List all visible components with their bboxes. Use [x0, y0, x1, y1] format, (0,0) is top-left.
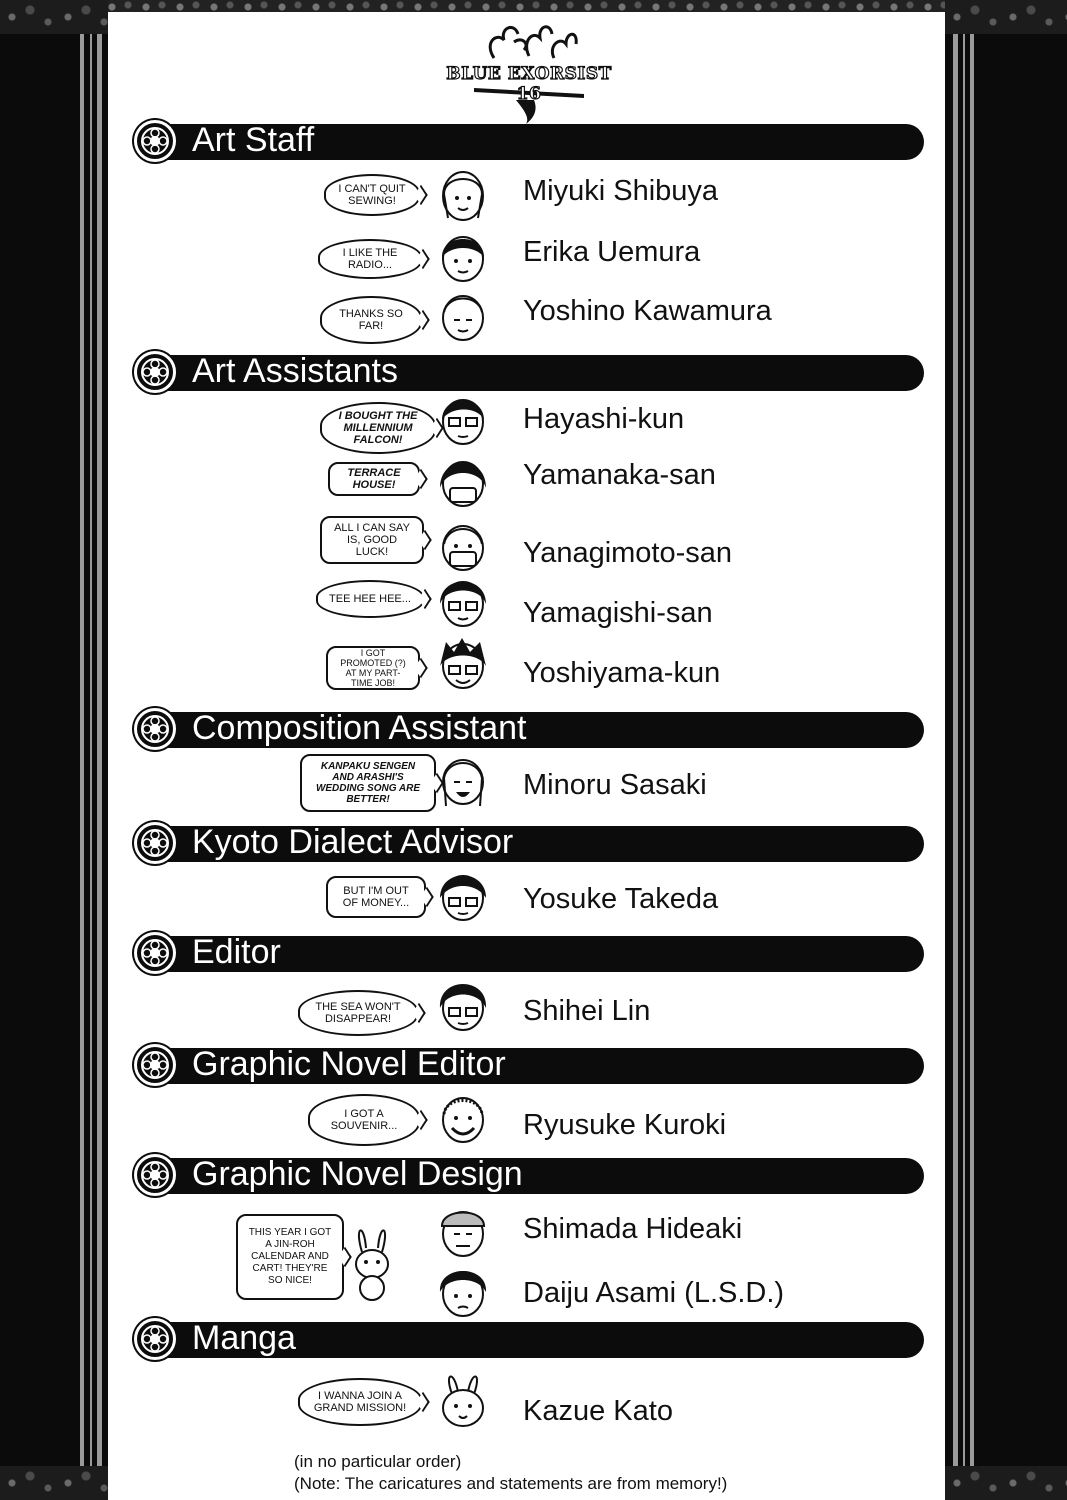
section-art-staff: [134, 120, 924, 160]
caricature-icon: [434, 518, 492, 576]
flower-crest-icon: [134, 1318, 176, 1360]
staff-name: Kazue Kato: [523, 1395, 673, 1427]
staff-name: Shimada Hideaki: [523, 1213, 743, 1245]
section-editor: [134, 932, 924, 972]
right-frame: [945, 0, 1067, 1500]
flower-crest-icon: [134, 1154, 176, 1196]
caricature-icon: [434, 229, 492, 287]
logo: [434, 18, 624, 126]
caricature-icon: [434, 636, 492, 694]
credit-row: [308, 162, 908, 222]
section-title: Art Staff: [192, 121, 315, 159]
caricature-icon: [434, 752, 492, 810]
staff-name: Shihei Lin: [523, 995, 651, 1027]
speech-bubble: I GOT PROMOTED (?) AT MY PART-TIME JOB!: [326, 646, 420, 690]
speech-bubble: I GOT A SOUVENIR...: [308, 1094, 420, 1146]
speech-bubble: TERRACE HOUSE!: [328, 462, 420, 496]
credit-row: [308, 225, 908, 285]
caricature-icon: [434, 392, 492, 450]
flower-crest-icon: [134, 351, 176, 393]
staff-name: Ryusuke Kuroki: [523, 1109, 727, 1141]
caricature-icon: [434, 1262, 492, 1320]
rabbit-mascot-icon: [434, 1372, 492, 1430]
logo-title: BLUE EXORSIST 16: [446, 64, 612, 104]
flower-crest-icon: [134, 822, 176, 864]
order-note: (in no particular order): [294, 1452, 462, 1471]
memory-note: (Note: The caricatures and statements are from memory!): [294, 1474, 728, 1493]
speech-bubble: ALL I CAN SAY IS, GOOD LUCK!: [320, 516, 424, 564]
credit-row: [308, 1090, 908, 1150]
speech-bubble: I CAN'T QUIT SEWING!: [324, 174, 420, 216]
credit-row: [308, 452, 908, 512]
staff-name: Yamagishi-san: [523, 597, 713, 629]
section-title: Composition Assistant: [192, 709, 527, 747]
speech-bubble: I BOUGHT THE MILLENNIUM FALCON!: [320, 402, 436, 454]
section-title: Art Assistants: [192, 352, 398, 390]
section-title: Graphic Novel Editor: [192, 1045, 506, 1083]
staff-name: Erika Uemura: [523, 236, 701, 268]
flower-crest-icon: [134, 1044, 176, 1086]
staff-name: Miyuki Shibuya: [523, 175, 719, 207]
credit-row: [308, 866, 908, 926]
left-frame: [0, 0, 108, 1500]
section-title: Editor: [192, 933, 281, 971]
credit-row: [308, 574, 908, 634]
flower-crest-icon: [134, 708, 176, 750]
section-composition-assistant: [134, 708, 924, 748]
staff-name: Hayashi-kun: [523, 403, 685, 435]
section-art-assistants: [134, 351, 924, 391]
credit-row: [308, 392, 908, 452]
caricature-icon: [434, 976, 492, 1034]
speech-bubble: KANPAKU SENGEN AND ARASHI'S WEDDING SONG ARE BETTER!: [300, 754, 436, 812]
flower-crest-icon: [134, 120, 176, 162]
credit-row: [308, 284, 908, 344]
staff-name: Yamanaka-san: [523, 459, 716, 491]
credit-row: [248, 1198, 908, 1318]
section-graphic-novel-design: [134, 1154, 924, 1194]
credit-row: [308, 976, 908, 1036]
credit-row: [308, 512, 908, 572]
section-manga: [134, 1318, 924, 1358]
staff-name: Minoru Sasaki: [523, 769, 707, 801]
caricature-icon: [434, 166, 492, 224]
section-graphic-novel-editor: [134, 1044, 924, 1084]
staff-name: Daiju Asami (L.S.D.): [523, 1277, 785, 1309]
section-title: Manga: [192, 1319, 296, 1357]
credit-row: [308, 750, 908, 810]
staff-name: Yanagimoto-san: [523, 537, 733, 569]
section-title: Graphic Novel Design: [192, 1155, 523, 1193]
speech-bubble: THIS YEAR I GOT A JIN-ROH CALENDAR AND CART! THEY'RE SO NICE!: [236, 1214, 344, 1300]
staff-name: Yoshino Kawamura: [523, 295, 772, 327]
speech-bubble: I LIKE THE RADIO...: [318, 239, 422, 279]
caricature-icon: [434, 574, 492, 632]
caricature-icon: [434, 1202, 492, 1260]
rabbit-mascot-icon: [348, 1222, 396, 1302]
speech-bubble: BUT I'M OUT OF MONEY...: [326, 876, 426, 918]
flower-crest-icon: [134, 932, 176, 974]
credit-row: [308, 634, 908, 694]
caricature-icon: [434, 288, 492, 346]
speech-bubble: THANKS SO FAR!: [320, 296, 422, 344]
speech-bubble: I WANNA JOIN A GRAND MISSION!: [298, 1378, 422, 1426]
speech-bubble: TEE HEE HEE...: [316, 580, 424, 618]
caricature-icon: [434, 1090, 492, 1148]
staff-name: Yosuke Takeda: [523, 883, 719, 915]
speech-bubble: THE SEA WON'T DISAPPEAR!: [298, 990, 418, 1036]
credit-row: [308, 1372, 908, 1432]
staff-name: Yoshiyama-kun: [523, 657, 721, 689]
caricature-icon: [434, 868, 492, 926]
section-kyoto-dialect-advisor: [134, 822, 924, 862]
caricature-icon: [434, 454, 492, 512]
credits-page: [108, 12, 945, 1500]
section-title: Kyoto Dialect Advisor: [192, 823, 514, 861]
